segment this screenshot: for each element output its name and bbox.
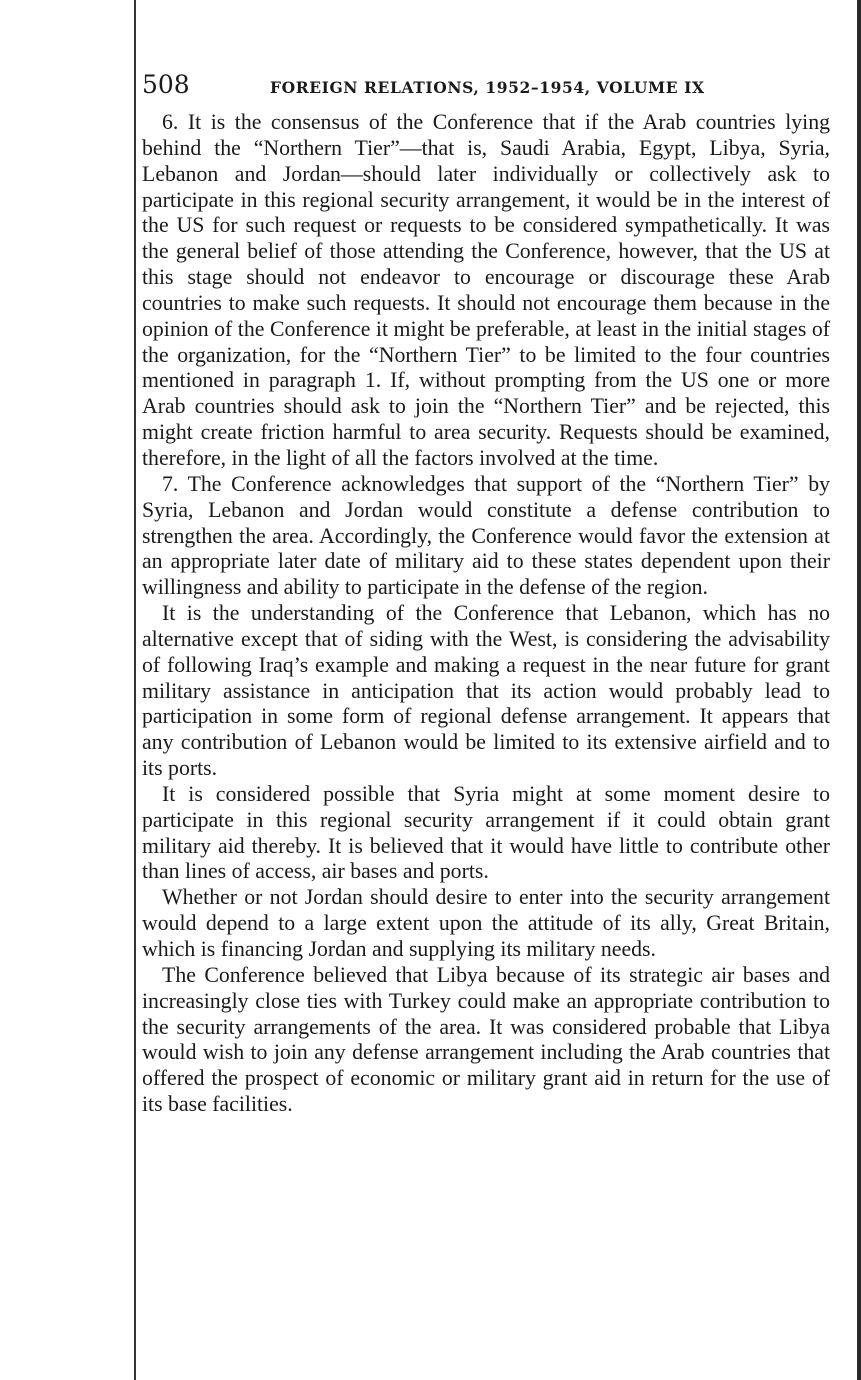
- scan-left-margin: [0, 0, 136, 1380]
- paragraph-syria: It is considered possible that Syria might at some moment desire to participate in this regional security arrangement if it could obtain grant military aid thereby. It is believed that it would have little to contribute other than lines of access, air bases and ports.: [142, 781, 830, 884]
- paragraph-7: 7. The Conference acknowledges that support of the “Northern Tier” by Syria, Lebanon and Jordan would constitute a defense contribution to strengthen the area. Accordingly, the Conference would favor the extension at an appropriate later date of military aid to these states dependent upon their willingness and ability to participate in the defense of the region.: [142, 471, 830, 600]
- document-page: [142, 70, 830, 1118]
- scan-right-edge: [857, 0, 861, 1380]
- page-header: [142, 70, 830, 110]
- body-text: [142, 110, 830, 1118]
- page-number: 508: [142, 70, 190, 99]
- running-head: FOREIGN RELATIONS, 1952–1954, VOLUME IX: [270, 78, 705, 97]
- paragraph-6: 6. It is the consensus of the Conference that if the Arab countries lying behind the “Northern Tier”—that is, Saudi Arabia, Egypt, Libya, Syria, Lebanon and Jordan—should later individually or collectively ask to participate in this regional security arrangement, it would be in the interest of the US for such request or requests to be considered sympathetically. It was the general belief of those attending the Conference, however, that the US at this stage should not endeavor to encourage or discourage these Arab countries to make such requests. It should not encourage them because in the opinion of the Conference it might be preferable, at least in the initial stages of the organization, for the “Northern Tier” to be limited to the four countries mentioned in paragraph 1. If, without prompting from the US one or more Arab countries should ask to join the “Northern Tier” and be rejected, this might create friction harmful to area security. Requests should be examined, therefore, in the light of all the factors involved at the time.: [142, 110, 830, 470]
- paragraph-libya: The Conference believed that Libya because of its strategic air bases and increasingly close ties with Turkey could make an appropriate contribution to the security arrangements of the area. It was considered probable that Libya would wish to join any defense arrangement including the Arab countries that offered the prospect of economic or military grant aid in return for the use of its base facilities.: [142, 962, 830, 1117]
- paragraph-jordan: Whether or not Jordan should desire to enter into the security arrangement would depend to a large extent upon the attitude of its ally, Great Britain, which is financing Jordan and supplying its military needs.: [142, 885, 830, 961]
- paragraph-lebanon: It is the understanding of the Conference that Lebanon, which has no alternative except that of siding with the West, is considering the advisability of following Iraq’s example and making a request in the near future for grant military assistance in anticipation that its action would probably lead to participation in some form of regional defense arrangement. It appears that any contribution of Lebanon would be limited to its extensive airfield and to its ports.: [142, 601, 830, 781]
